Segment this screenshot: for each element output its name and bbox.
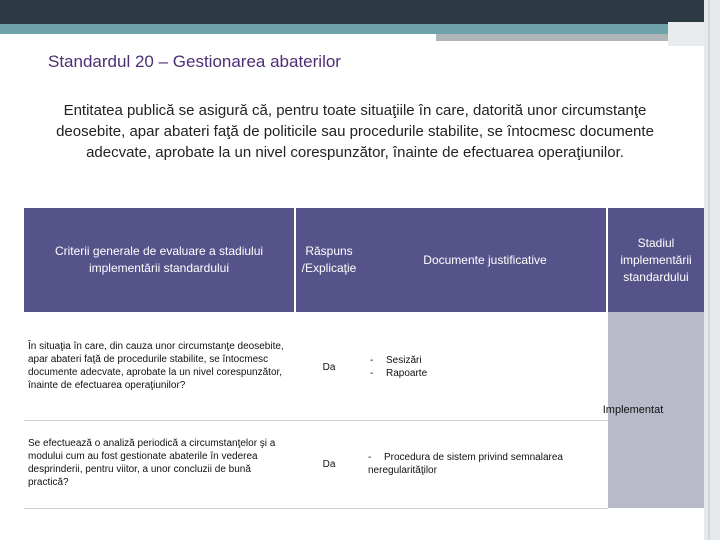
header-raspuns: Răspuns /Explicaţie <box>296 208 362 312</box>
header-documente: Documente justificative <box>362 208 608 312</box>
right-decor-rail <box>704 0 720 540</box>
intro-paragraph: Entitatea publică se asigură că, pentru toate situaţiile în care, datorită unor circumstanţe deosebite, apar abateri faţă de politicile sau procedurile stabilite, se întocmesc documente adecvate, aprobate la un nivel corespunzător, înainte de efectuarea operaţiunilor. <box>56 102 654 161</box>
row2-documente: - Procedura de sistem privind semnalarea neregularităţilor <box>368 452 563 476</box>
top-decor-stripe <box>0 24 720 34</box>
list-item: - Rapoarte <box>370 368 428 379</box>
list-item: - Sesizări <box>370 355 422 366</box>
row1-raspuns: Da <box>322 362 336 373</box>
row1-documente <box>370 354 600 380</box>
row2-criteriu: Se efectuează o analiză periodică a circumstanţelor şi a modului cum au fost gestionate abaterile în vederea desprinderii, pentru viitor, a unor concluzii de bună practică? <box>28 438 276 488</box>
evaluation-table <box>24 208 704 508</box>
right-decor-line <box>708 0 710 540</box>
stadiu-value: Implementat <box>602 404 664 416</box>
header-criterii: Criterii generale de evaluare a stadiului implementării standardului <box>24 208 294 312</box>
row1-criteriu: În situaţia în care, din cauza unor circumstanţe deosebite, apar abateri faţă de procedurile stabilite, se întocmesc documente adecvate, aprobate la un nivel corespunzător, înainte de efectuarea operaţiunilor? <box>28 341 284 391</box>
top-decor-accent <box>436 34 668 41</box>
header-stadiul: Stadiul implementării standardului <box>608 208 704 312</box>
table-bottom-line <box>24 508 608 509</box>
row2-raspuns: Da <box>322 459 336 470</box>
top-decor-block <box>668 22 704 46</box>
top-decor-bar <box>0 0 720 24</box>
row-divider <box>24 420 608 421</box>
slide-title: Standardul 20 – Gestionarea abaterilor <box>48 52 341 71</box>
